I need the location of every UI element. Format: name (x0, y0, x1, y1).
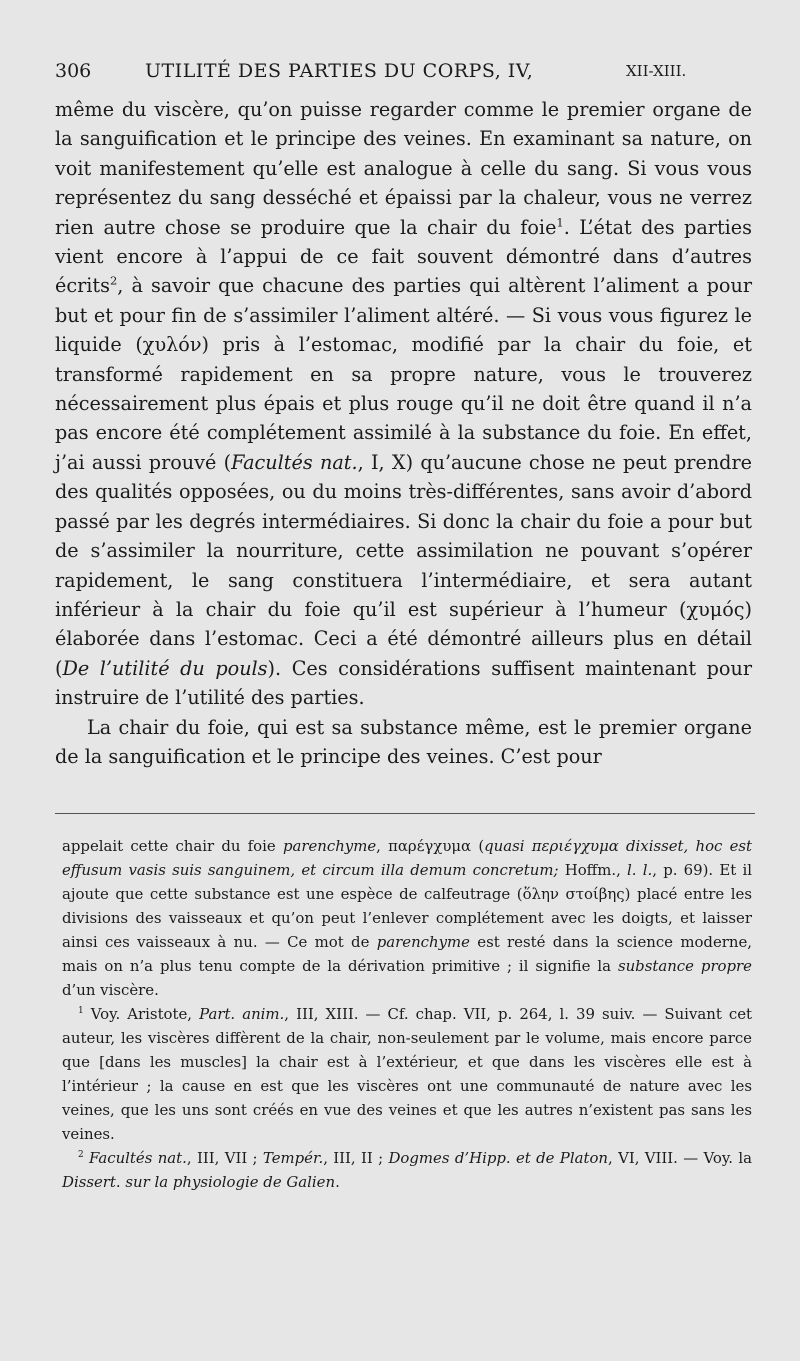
footnote-marker: 2 (78, 1150, 84, 1161)
citation: Facultés nat. (231, 450, 358, 474)
main-text (55, 95, 752, 771)
footnotes (62, 834, 752, 1194)
footnote-marker: 1 (78, 1006, 84, 1017)
paragraph: même du viscère, qu’on puisse regarder comme le premier organe de la sanguification et le principe des veines. En examinant sa nature, on voit manifestement qu’elle est analogue à celle du sang. Si vous vous représentez du sang desséché et épaissi par la chaleur, vous ne verrez rien autre chose se produire que la chair du foie$^1$. L’état des parties vient encore à l’appui de ce fait souvent démontré dans d’autres écrits$^2$, à savoir que chacune des parties qui altèrent l’aliment a pour but et pour fin de s’assimiler l’aliment altéré. — Si vous vous figurez le liquide (χυλόν) pris à l’estomac, modifié par la chair du foie, et transformé rapidement en sa propre nature, vous le trouverez nécessairement plus épais et plus rouge qu’il ne doit être quand il n’a pas encore été complétement assimilé à la substance du foie. En effet, j’ai aussi prouvé (Facultés nat., I, X) qu’aucune chose ne peut prendre des qualités opposées, ou du moins très-différentes, sans avoir d’abord passé par les degrés intermédiaires. Si donc la chair du foie a pour but de s’assimiler la nourriture, cette assimilation ne pouvant s’opérer rapidement, le sang constituera l’intermédiaire, et sera autant inférieur à la chair du foie qu’il est supérieur à l’humeur (χυμός) élaborée dans l’estomac. Ceci a été démontré ailleurs plus en détail (De l’utilité du pouls). Ces considérations suffisent maintenant pour instruire de l’utilité des parties. (55, 98, 753, 710)
running-title: UTILITÉ DES PARTIES DU CORPS, IV, (145, 60, 534, 82)
chapter-reference: XII-XIII. (626, 62, 687, 80)
page-number: 306 (55, 60, 92, 82)
footnote-2: $^2$ Facultés nat., III, VII ; Tempér., III, II ; Dogmes d’Hipp. et de Platon, VI, VIII. — Voy. la Dissert. sur la physiologie de Galien. (62, 1149, 752, 1191)
citation: De l’utilité du pouls (62, 656, 268, 680)
page-header (55, 58, 755, 88)
paragraph: La chair du foie, qui est sa substance même, est le premier organe de la sanguification et le principe des veines. C’est pour (55, 715, 752, 768)
footnote-continuation: appelait cette chair du foie parenchyme, παρέγχυμα (quasi περιέγχυμα dixisset, hoc est effusum vasis suis sanguinem, et circum illa demum concretum; Hoffm., l. l., p. 69). Et il ajoute que cette substance est une espèce de calfeutrage (ὅλην στοίβης) placé entre les divisions des vaisseaux et qu’on peut l’enlever complétement avec les doigts, et laisser ainsi ces vaisseaux à nu. — Ce mot de parenchyme est resté dans la science moderne, mais on n’a plus tenu compte de la dérivation primitive ; il signifie la substance propre d’un viscère. (62, 837, 753, 999)
footnote-1: $^1$ Voy. Aristote, Part. anim., III, XIII. — Cf. chap. VII, p. 264, l. 39 suiv. — Suivant cet auteur, les viscères diffèrent de la chair, non-seulement par le volume, mais encore parce que [dans les muscles] la chair est à l’extérieur, et que dans les viscères elle est à l’intérieur ; la cause en est que les viscères ont une communauté de nature avec les veines, que les uns sont créés en vue des veines et que les autres n’existent pas sans les veines. (62, 1005, 752, 1143)
footnote-ref: 2 (109, 274, 118, 289)
footnote-ref: 1 (556, 215, 564, 230)
footnote-separator (55, 813, 755, 814)
